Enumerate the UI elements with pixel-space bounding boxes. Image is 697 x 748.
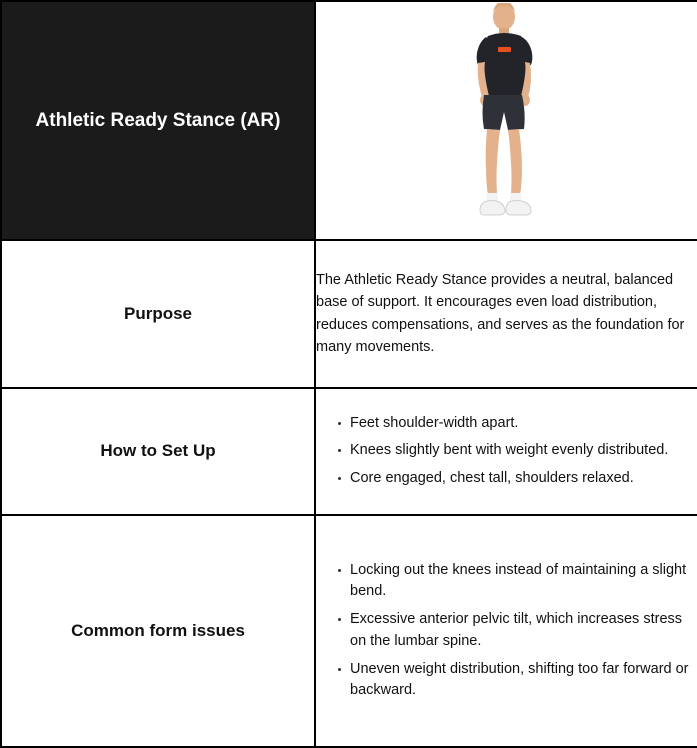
row-content-how-to-set-up [315,388,697,515]
purpose-text: The Athletic Ready Stance provides a neutral, balanced base of support. It encourages even load distribution, reduces compensations, and serves as the foundation for many movements. [316,271,685,356]
exercise-title: Athletic Ready Stance (AR) [1,1,315,240]
list-item: Core engaged, chest tall, shoulders relaxed. [338,468,697,490]
athlete-standing-photo [442,3,572,234]
row-label-purpose: Purpose [1,240,315,388]
table-row-header [1,1,697,240]
table-row-purpose [1,240,697,388]
row-content-common-form-issues [315,515,697,747]
row-content-purpose [315,240,697,388]
list-item: Knees slightly bent with weight evenly distributed. [338,440,697,462]
row-label-how-to-set-up: How to Set Up [1,388,315,515]
list-item: Uneven weight distribution, shifting too far forward or backward. [338,659,697,703]
form-issues-bullet-list [316,560,697,703]
list-item: Excessive anterior pelvic tilt, which increases stress on the lumbar spine. [338,609,697,653]
list-item: Locking out the knees instead of maintaining a slight bend. [338,560,697,604]
table-row-form-issues [1,515,697,747]
exercise-image-cell [315,1,697,240]
list-item: Feet shoulder-width apart. [338,413,697,435]
setup-bullet-list [316,413,697,490]
table-row-setup [1,388,697,515]
row-label-common-form-issues: Common form issues [1,515,315,747]
